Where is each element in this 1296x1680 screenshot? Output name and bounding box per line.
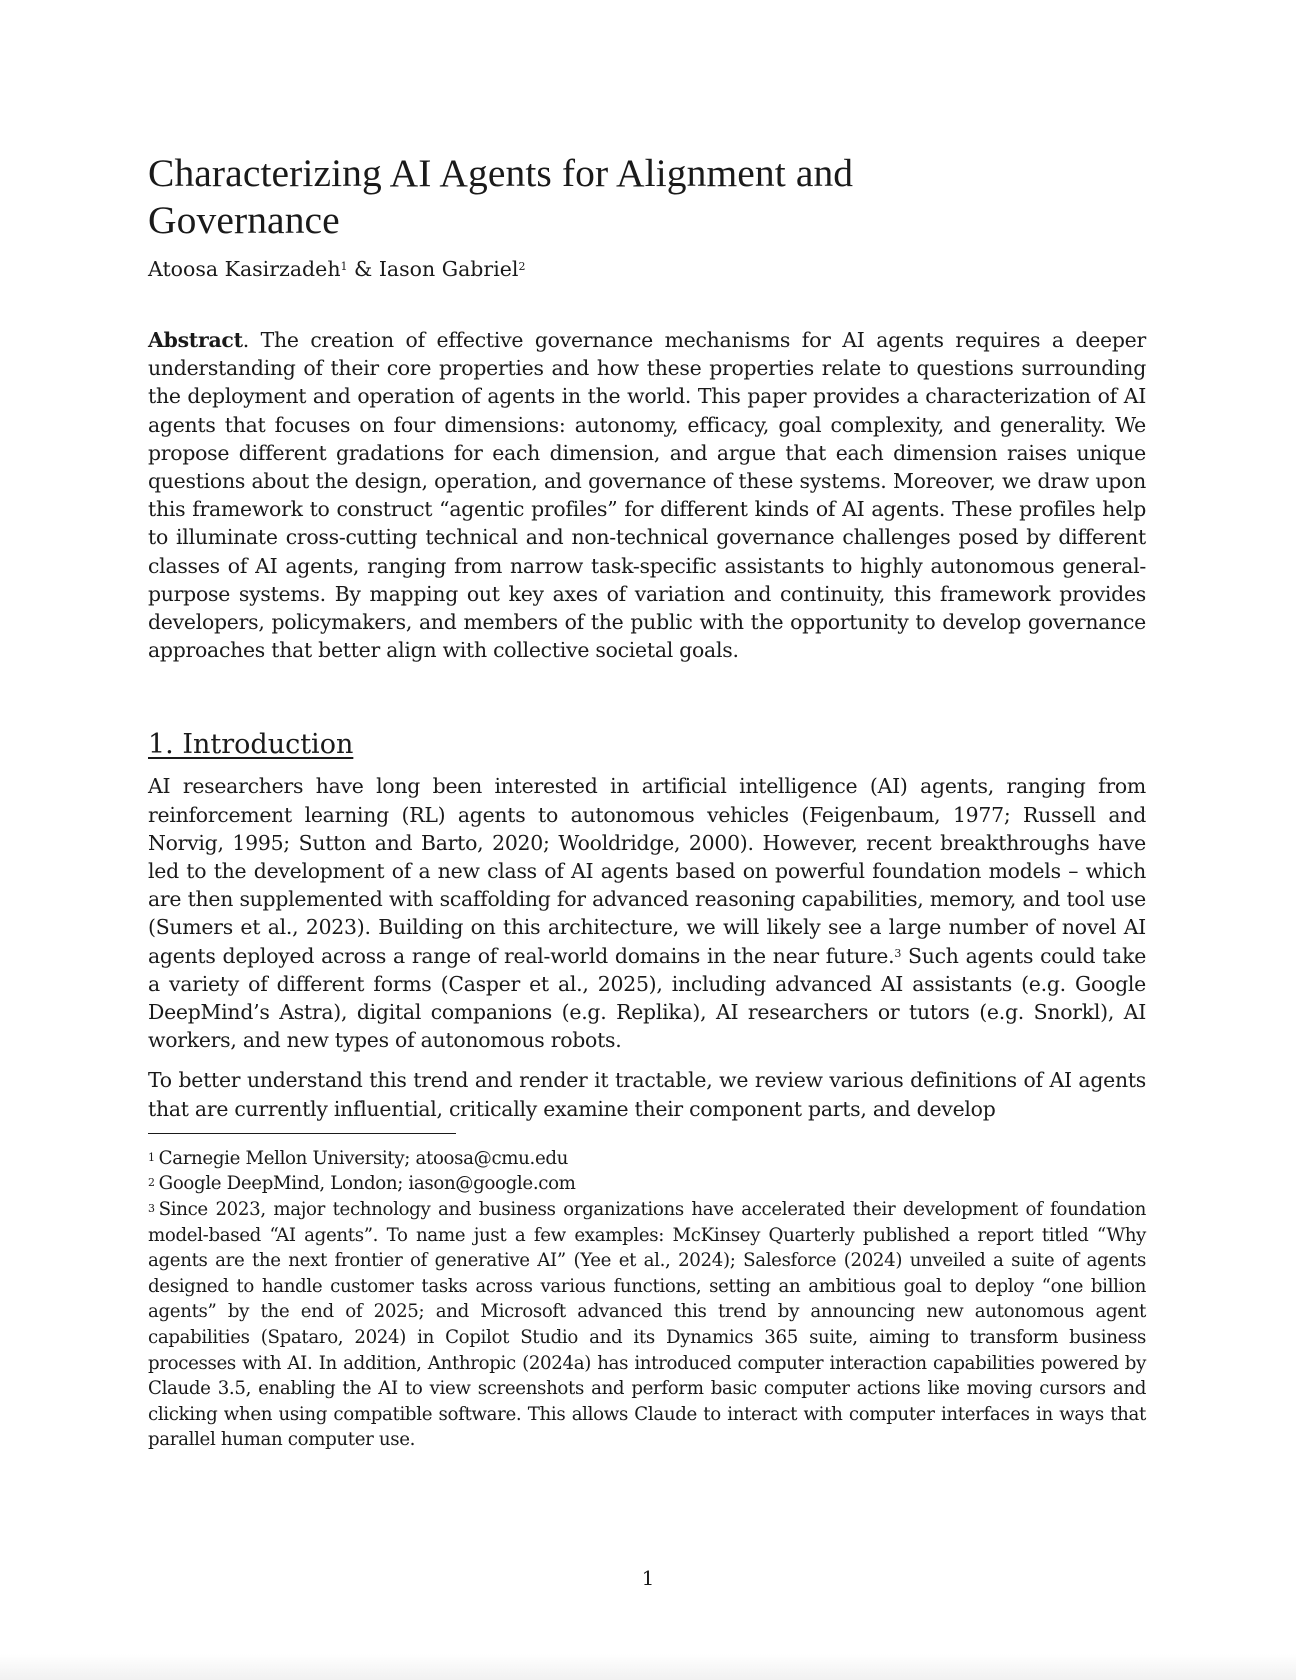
- footnote-number: 2: [148, 1176, 155, 1190]
- footnote-text: Carnegie Mellon University; atoosa@cmu.edu: [158, 1147, 569, 1169]
- author-separator: &: [347, 257, 379, 281]
- author-affiliation-mark: 1: [340, 260, 348, 273]
- footnote: [148, 1146, 1146, 1172]
- title-line-1: Characterizing AI Agents for Alignment and: [148, 151, 854, 195]
- intro-paragraph: [148, 772, 1146, 1054]
- footnotes: [148, 1146, 1146, 1453]
- author-name: Atoosa Kasirzadeh: [148, 257, 341, 281]
- footnote-number: 1: [148, 1150, 155, 1164]
- section-heading-introduction: 1. Introduction: [148, 729, 354, 761]
- footnote-text: Google DeepMind, London; iason@google.com: [158, 1173, 576, 1195]
- abstract-text: . The creation of effective governance mechanisms for AI agents requires a deeper understanding of their core properties and how these properties relate to questions surrounding the deployment and operation of agents in the world. This paper provides a characterization of AI agents that focuses on four dimensions: autonomy, efficacy, goal complexity, and generality. We propose different gradations for each dimension, and argue that each dimension raises unique questions about the design, operation, and governance of these systems. Moreover, we draw upon this framework to construct “agentic profiles” for different kinds of AI agents. These profiles help to illuminate cross-cutting technical and non-technical governance challenges posed by different classes of AI agents, ranging from narrow task-specific assistants to highly autonomous general-purpose systems. By mapping out key axes of variation and continuity, this framework provides developers, policymakers, and members of the public with the opportunity to develop governance approaches that better align with collective societal goals.: [148, 328, 1146, 663]
- paper-title: [148, 150, 1146, 244]
- footnote-divider: [148, 1133, 456, 1134]
- footnote: [148, 1171, 1146, 1197]
- author-name: Iason Gabriel: [378, 257, 519, 281]
- page-number: 1: [641, 1566, 655, 1590]
- abstract: [148, 326, 1146, 664]
- author-list: [148, 256, 1146, 282]
- title-line-2: Governance: [148, 198, 340, 242]
- page-bottom-edge: [0, 1654, 1296, 1680]
- page-content: [148, 150, 1146, 1453]
- footnote-text: Since 2023, major technology and business organizations have accelerated their development of foundation model-based “AI agents”. To name just a few examples: McKinsey Quarterly published a report titled “Why agents are the next frontier of generative AI” (Yee et al., 2024); Salesforce (2024) unveiled a suite of agents designed to handle customer tasks across various functions, setting an ambitious goal to deploy “one billion agents” by the end of 2025; and Microsoft advanced this trend by announcing new autonomous agent capabilities (Spataro, 2024) in Copilot Studio and its Dynamics 365 suite, aiming to transform business processes with AI. In addition, Anthropic (2024a) has introduced computer interaction capabilities powered by Claude 3.5, enabling the AI to view screenshots and perform basic computer actions like moving cursors and clicking when using compatible software. This allows Claude to interact with computer interfaces in ways that parallel human computer use.: [148, 1199, 1146, 1451]
- intro-paragraph-text: Such agents could take a variety of different forms (Casper et al., 2025), including advanced AI assistants (e.g. Google DeepMind’s Astra), digital companions (e.g. Replika), AI researchers or tutors (e.g. Snorkl), AI workers, and new types of autonomous robots.: [148, 943, 1147, 1053]
- intro-paragraph-text: AI researchers have long been interested in artificial intelligence (AI) agents, ranging from reinforcement learning (RL) agents to autonomous vehicles (Feigenbaum, 1977; Russell and Norvig, 1995; Sutton and Barto, 2020; Wooldridge, 2000). However, recent breakthroughs have led to the development of a new class of AI agents based on powerful foundation models – which are then supplemented with scaffolding for advanced reasoning capabilities, memory, and tool use (Sumers et al., 2023). Building on this architecture, we will likely see a large number of novel AI agents deployed across a range of real-world domains in the near future.: [148, 774, 1146, 968]
- footnote-reference: 3: [894, 946, 902, 960]
- footnote-number: 3: [148, 1202, 155, 1216]
- author-affiliation-mark: 2: [518, 260, 526, 273]
- abstract-label: Abstract: [148, 328, 243, 352]
- intro-paragraph: To better understand this trend and render it tractable, we review various definitions of AI agents that are currently influential, critically examine their component parts, and develop: [148, 1068, 1146, 1121]
- footnote: [148, 1197, 1146, 1453]
